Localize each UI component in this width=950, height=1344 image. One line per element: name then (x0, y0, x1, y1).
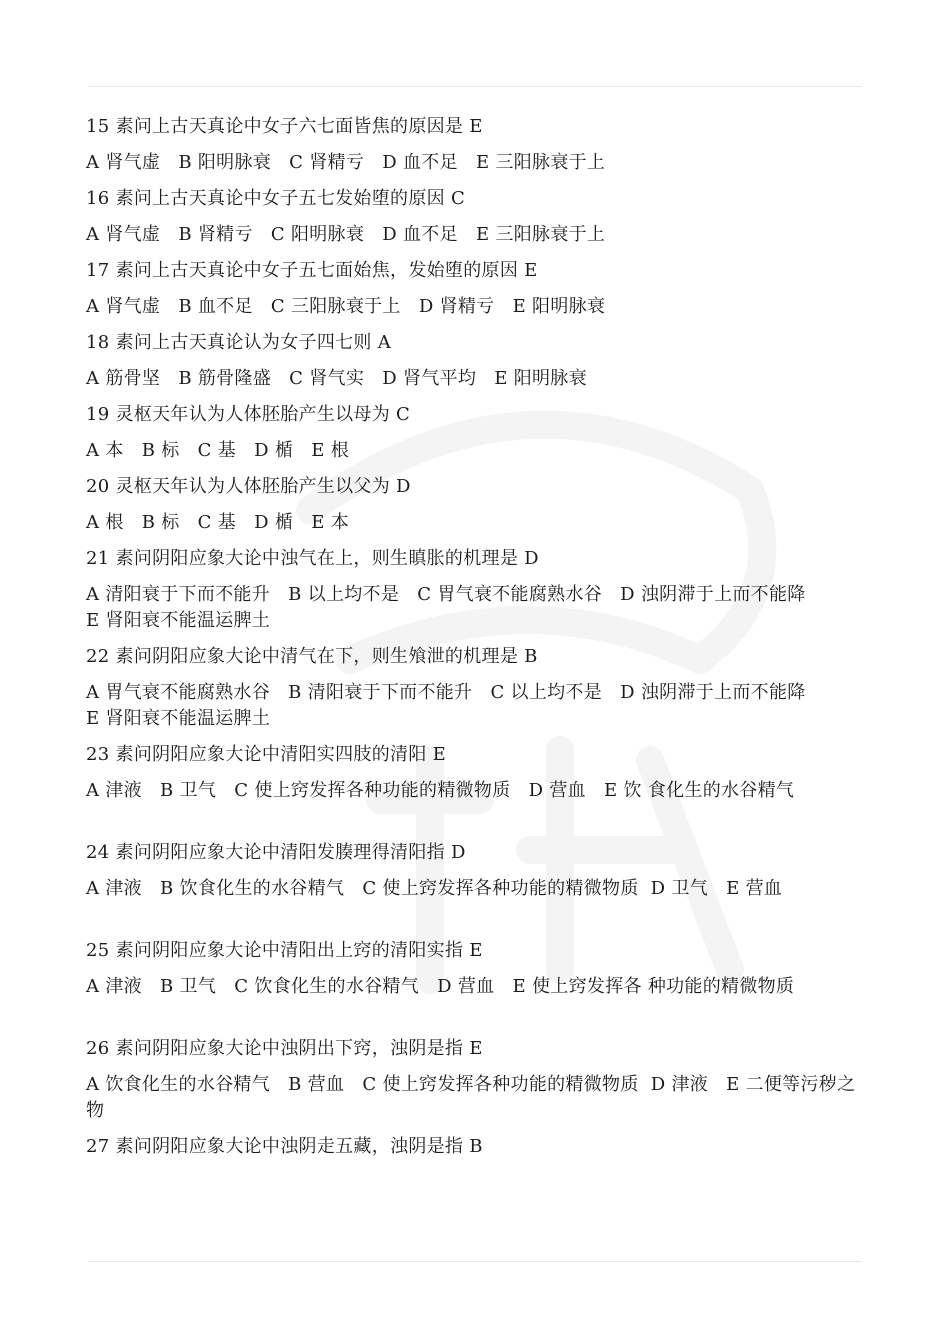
option: D 楯 (254, 440, 294, 461)
option: A 津液 (86, 976, 142, 997)
option: E 阳明脉衰 (512, 296, 606, 317)
option: C 使上窍发挥各种功能的精微物质 (362, 878, 639, 899)
option: D 肾精亏 (418, 296, 495, 317)
question-options (86, 294, 866, 320)
option: E 使上窍发挥各 种功能的精微物质 (512, 976, 795, 997)
option: A 肾气虚 (86, 296, 161, 317)
option: D 浊阴滞于上而不能降 (620, 584, 806, 605)
option: B 卫气 (160, 780, 217, 801)
footer-divider (88, 1261, 862, 1262)
option: B 肾精亏 (178, 224, 253, 245)
option: A 肾气虚 (86, 152, 161, 173)
option: D 血不足 (382, 224, 458, 245)
question-title: 15 素问上古天真论中女子六七面皆焦的原因是 E (86, 116, 483, 137)
option: A 根 (86, 512, 124, 533)
question-title: 19 灵枢天年认为人体胚胎产生以母为 C (86, 404, 411, 425)
option: B 筋骨隆盛 (178, 368, 272, 389)
option: E 肾阳衰不能温运脾土 (86, 610, 271, 631)
option: A 筋骨坚 (86, 368, 161, 389)
question-list (86, 114, 866, 1170)
question-options (86, 876, 866, 928)
option: C 三阳脉衰于上 (270, 296, 401, 317)
option: C 使上窍发挥各种功能的精微物质 (362, 1074, 639, 1095)
option: E 阳明脉衰 (494, 368, 587, 389)
option: E 三阳脉衰于上 (475, 224, 606, 245)
option: E 本 (311, 512, 350, 533)
question-title: 26 素问阴阳应象大论中浊阴出下窍，浊阴是指 E (86, 1038, 483, 1059)
option: C 以上均不是 (490, 682, 603, 703)
option: E 营血 (726, 878, 783, 899)
question-title: 27 素问阴阳应象大论中浊阴走五藏，浊阴是指 B (86, 1136, 483, 1157)
option: C 基 (197, 512, 237, 533)
option: B 以上均不是 (288, 584, 400, 605)
option: A 饮食化生的水谷精气 (86, 1074, 271, 1095)
option: D 营血 (528, 780, 586, 801)
option: B 血不足 (178, 296, 253, 317)
option: C 肾气实 (289, 368, 365, 389)
question-title: 20 灵枢天年认为人体胚胎产生以父为 D (86, 476, 411, 497)
question-options (86, 974, 866, 1026)
option: E 三阳脉衰于上 (475, 152, 606, 173)
option: B 饮食化生的水谷精气 (160, 878, 345, 899)
option: D 血不足 (382, 152, 458, 173)
option: B 清阳衰于下而不能升 (288, 682, 473, 703)
header-divider (88, 86, 862, 87)
option: D 楯 (254, 512, 294, 533)
option: D 浊阴滞于上而不能降 (620, 682, 806, 703)
question-options (86, 222, 866, 248)
question-title: 23 素问阴阳应象大论中清阳实四肢的清阳 E (86, 744, 447, 765)
question-title: 22 素问阴阳应象大论中清气在下，则生飧泄的机理是 B (86, 646, 538, 667)
option: A 胃气衰不能腐熟水谷 (86, 682, 271, 703)
option: A 津液 (86, 780, 142, 801)
option: A 本 (86, 440, 124, 461)
option: B 标 (141, 512, 180, 533)
option: C 阳明脉衰 (270, 224, 365, 245)
question-options (86, 510, 866, 536)
option: D 津液 (650, 1074, 709, 1095)
option: D 肾气平均 (382, 368, 477, 389)
option: C 使上窍发挥各种功能的精微物质 (234, 780, 511, 801)
option: B 阳明脉衰 (178, 152, 272, 173)
question-options (86, 582, 866, 634)
question-options (86, 680, 866, 732)
option: B 卫气 (160, 976, 217, 997)
question-title: 24 素问阴阳应象大论中清阳发腠理得清阳指 D (86, 842, 466, 863)
option: D 营血 (437, 976, 495, 997)
option: B 标 (141, 440, 180, 461)
option: A 肾气虚 (86, 224, 161, 245)
option: E 肾阳衰不能温运脾土 (86, 708, 271, 729)
option: A 清阳衰于下而不能升 (86, 584, 271, 605)
question-title: 25 素问阴阳应象大论中清阳出上窍的清阳实指 E (86, 940, 483, 961)
option: C 肾精亏 (289, 152, 365, 173)
option: E 饮 食化生的水谷精气 (604, 780, 795, 801)
option: B 营血 (288, 1074, 345, 1095)
question-options (86, 366, 866, 392)
option: C 饮食化生的水谷精气 (234, 976, 420, 997)
question-title: 16 素问上古天真论中女子五七发始堕的原因 C (86, 188, 466, 209)
question-title: 21 素问阴阳应象大论中浊气在上，则生瞋胀的机理是 D (86, 548, 539, 569)
option: E 二便等污秽之物 (86, 1074, 856, 1121)
question-title: 18 素问上古天真论认为女子四七则 A (86, 332, 392, 353)
question-options (86, 150, 866, 176)
question-title: 17 素问上古天真论中女子五七面始焦，发始堕的原因 E (86, 260, 538, 281)
question-options (86, 778, 866, 830)
question-options (86, 1072, 866, 1124)
option: C 胃气衰不能腐熟水谷 (417, 584, 603, 605)
option: A 津液 (86, 878, 142, 899)
option: E 根 (311, 440, 350, 461)
option: C 基 (197, 440, 237, 461)
option: D 卫气 (650, 878, 709, 899)
question-options (86, 438, 866, 464)
